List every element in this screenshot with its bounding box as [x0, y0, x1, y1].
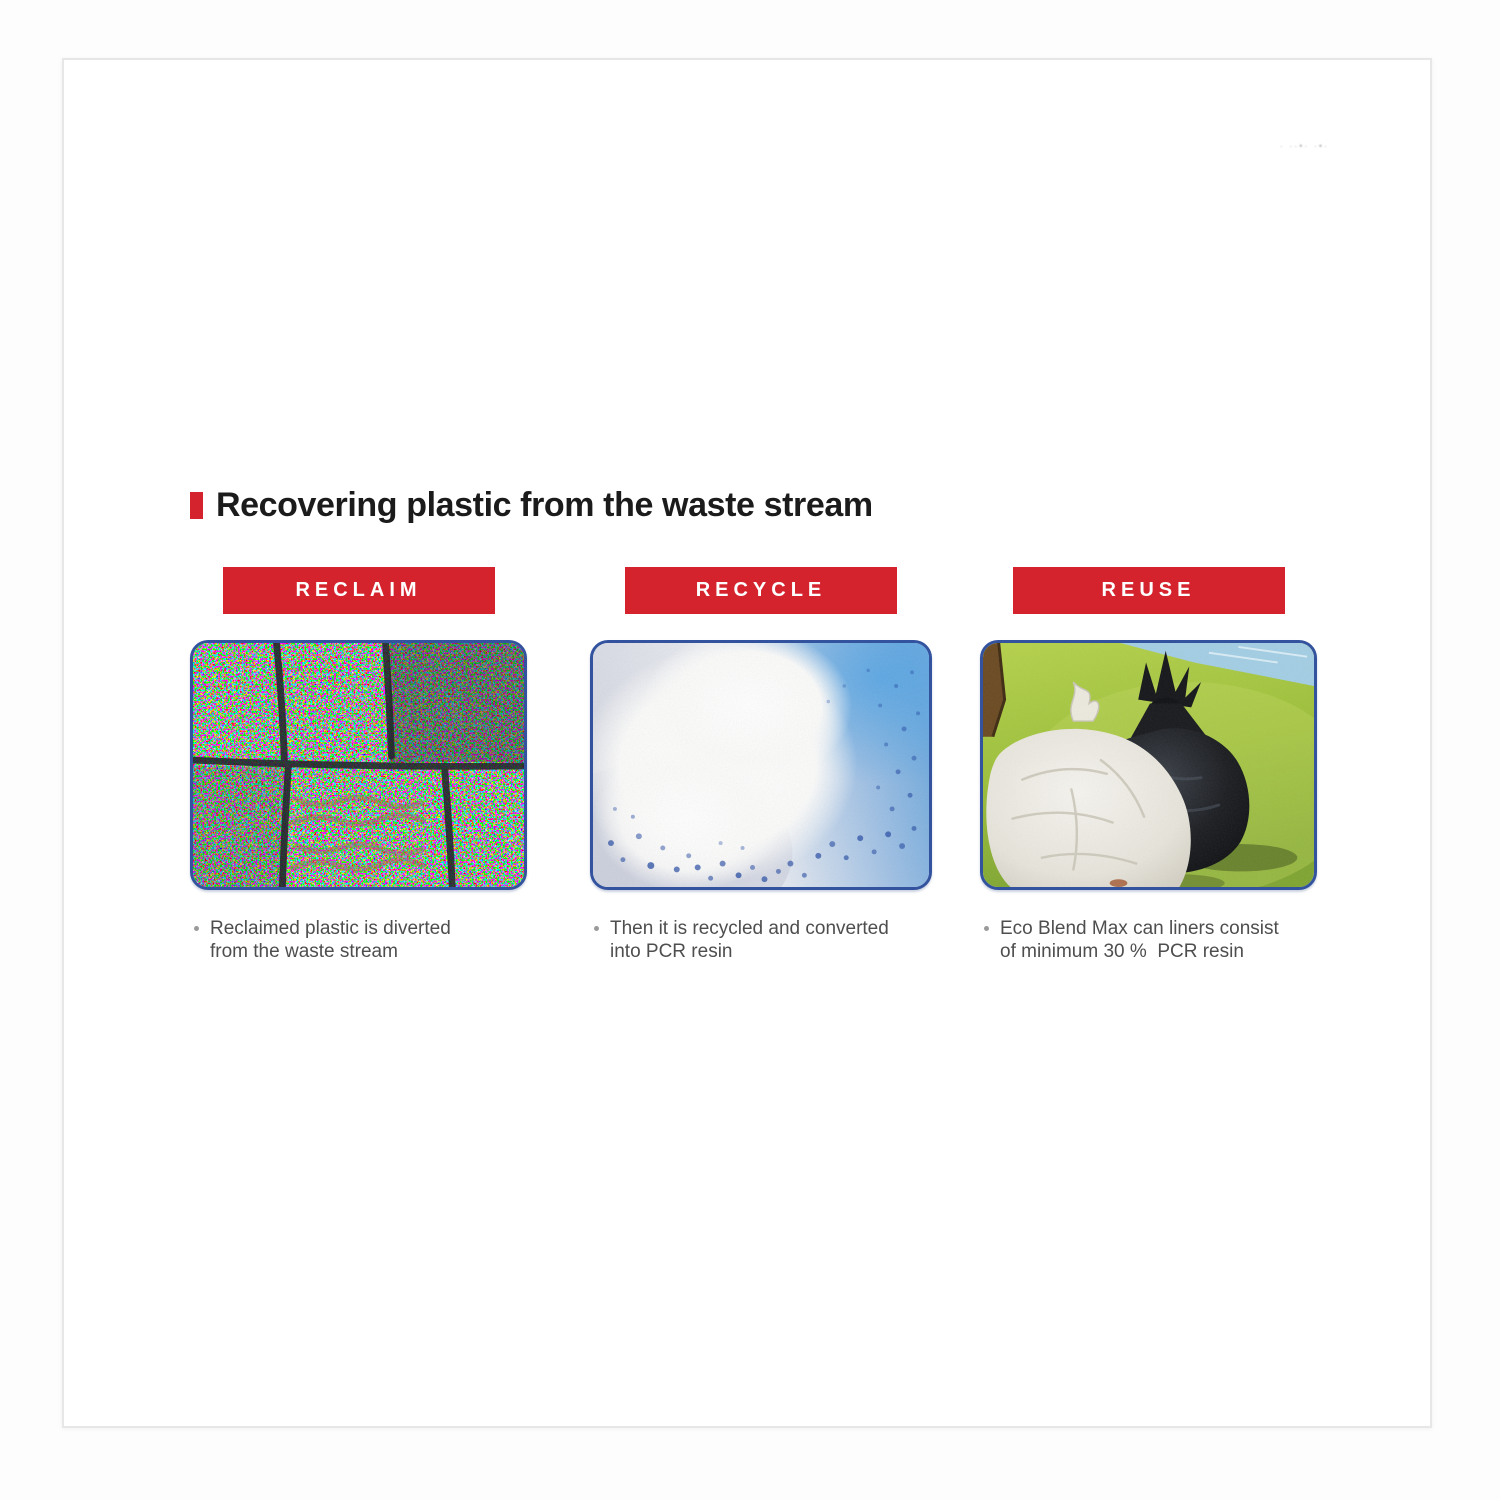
- bullet-dot: [594, 926, 599, 931]
- reclaim-banner: RECLAIM: [223, 567, 495, 614]
- reclaim-bullet: [190, 917, 527, 963]
- process-columns: [190, 567, 1317, 963]
- recycle-bullet-text: Then it is recycled and converted into PCR resin: [610, 918, 895, 962]
- slide-card: [62, 58, 1432, 1428]
- resin-pellets-photo: [590, 640, 932, 890]
- trash-bags-photo: [980, 640, 1317, 890]
- reuse-bullet-text: Eco Blend Max can liners consist of minimum 30 % PCR resin: [1000, 918, 1285, 962]
- column-reclaim: [190, 567, 527, 963]
- column-recycle: [590, 567, 932, 963]
- bullet-dot: [194, 926, 199, 931]
- recycle-banner: RECYCLE: [625, 567, 897, 614]
- recycle-bullet: [590, 917, 932, 963]
- plastic-bales-photo: [190, 640, 527, 890]
- reclaim-bullet-text: Reclaimed plastic is diverted from the waste stream: [210, 918, 457, 962]
- brand-watermark: · ··•· ·•·: [1279, 141, 1329, 151]
- reuse-banner: REUSE: [1013, 567, 1285, 614]
- reuse-bullet: [980, 917, 1317, 963]
- title-row: [190, 486, 873, 525]
- column-reuse: [980, 567, 1317, 963]
- page-title: Recovering plastic from the waste stream: [216, 486, 873, 524]
- title-accent-bar: [190, 492, 203, 519]
- bullet-dot: [984, 926, 989, 931]
